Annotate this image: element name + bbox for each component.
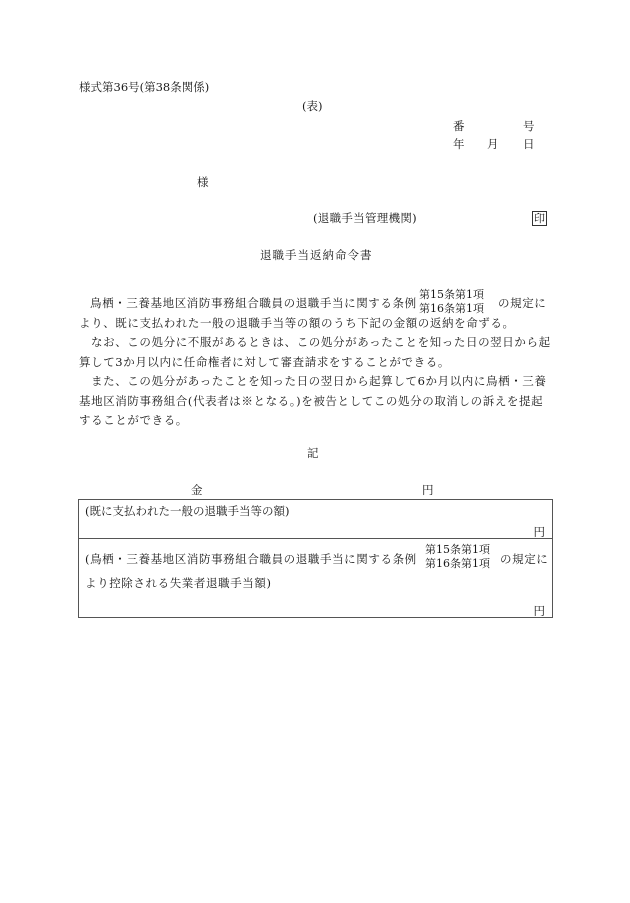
side-label: (表) <box>302 99 323 113</box>
deduction-ordinance-name: (鳥栖・三養基地区消防事務組合職員の退職手当に関する条例 <box>85 552 417 566</box>
date-month-label: 月 <box>487 137 499 151</box>
paragraph-1-line-2: より、既に支払われた一般の退職手当等の額のうち下記の金額の返納を命ずる。 <box>79 316 515 330</box>
date-year-label: 年 <box>453 137 465 151</box>
ordinance-name: 鳥栖・三養基地区消防事務組合職員の退職手当に関する条例 <box>90 296 417 310</box>
paragraph-1-suffix: の規定に <box>498 296 547 310</box>
article-16: 第16条第1項 <box>425 556 490 570</box>
deduction-label-line-2: より控除される失業者退職手当額) <box>85 576 272 590</box>
seal-mark: 印 <box>534 212 545 225</box>
article-15: 第15条第1項 <box>425 543 490 556</box>
deduction-suffix: の規定に <box>500 552 549 566</box>
date-day-label: 日 <box>523 137 535 151</box>
record-heading: 記 <box>307 446 319 460</box>
paragraph-lawsuit: また、この処分があったことを知った日の翌日から起算して6か月以内に鳥栖・三養基地区消防事務組合(代表者は※となる。)を被告としてこの処分の取消しの訴えを提起することができる。 <box>79 374 547 427</box>
paid-amount-unit: 円 <box>533 525 545 539</box>
addressee-suffix: 様 <box>197 175 209 189</box>
document-number-suffix: 号 <box>523 119 535 133</box>
paragraph-1-line-1 <box>79 288 551 314</box>
table-row <box>79 500 552 539</box>
article-reference <box>419 288 484 315</box>
document-title: 退職手当返納命令書 <box>260 248 373 262</box>
deduction-article-reference <box>425 543 490 570</box>
article-16: 第16条第1項 <box>419 301 484 315</box>
deduction-amount-unit: 円 <box>533 604 545 618</box>
article-15: 第15条第1項 <box>419 288 484 301</box>
paragraph-appeal: なお、この処分に不服があるときは、この処分があったことを知った日の翌日から起算して3か月以内に任命権者に対して審査請求をすることができる。 <box>79 335 551 369</box>
amount-label: 金 <box>191 483 203 497</box>
form-number-label: 様式第36号(第38条関係) <box>79 80 210 94</box>
amount-breakdown-table <box>78 499 553 618</box>
issuer-label: (退職手当管理機関) <box>313 211 417 225</box>
document-number-label: 番 <box>453 119 465 133</box>
table-row <box>79 539 552 617</box>
paid-amount-label: (既に支払われた一般の退職手当等の額) <box>85 504 290 518</box>
amount-unit: 円 <box>422 483 434 497</box>
